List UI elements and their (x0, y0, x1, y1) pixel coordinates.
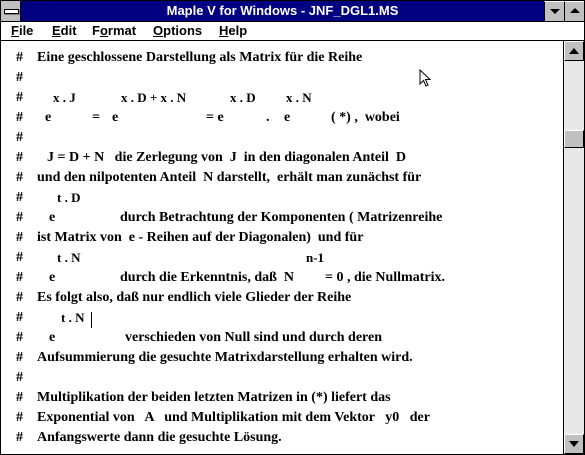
text-line (1, 150, 406, 170)
line-text: Exponential von A und Multiplikation mit dem Vektor y0 der (37, 410, 430, 425)
exponent-text: x . D + x . N (121, 90, 187, 105)
line-text: Es folgt also, daß nur endlich viele Glieder der Reihe (37, 290, 352, 305)
worksheet-area[interactable] (1, 41, 563, 454)
text-line (1, 290, 352, 310)
comment-marker: # (16, 410, 23, 425)
comment-marker: # (16, 90, 23, 105)
line-text: = (92, 110, 100, 125)
exponent-text: t . N (57, 250, 81, 265)
text-line (1, 190, 81, 210)
line-text: Anfangswerte dann die gesuchte Lösung. (37, 430, 282, 445)
text-line (1, 50, 363, 70)
line-text: e (45, 110, 52, 125)
text-line (1, 230, 364, 250)
comment-marker: # (16, 170, 23, 185)
line-text: e (49, 330, 56, 345)
line-text: Multiplikation der beiden letzten Matrizen in (*) liefert das (37, 390, 391, 405)
line-text: und den nilpotenten Anteil N darstellt, erhält man zunächst für (37, 170, 422, 185)
text-line (1, 90, 312, 110)
line-text: e (284, 110, 291, 125)
comment-marker: # (16, 210, 23, 225)
vertical-scrollbar[interactable] (563, 41, 584, 454)
text-line (1, 270, 445, 290)
text-line (1, 250, 325, 270)
comment-marker: # (16, 390, 23, 405)
line-text: durch Betrachtung der Komponenten ( Matrizenreihe (120, 210, 443, 225)
exponent-text: n-1 (306, 250, 325, 265)
line-text: durch die Erkenntnis, daß N (120, 270, 295, 285)
text-line (1, 370, 22, 390)
line-text: e (49, 270, 56, 285)
comment-marker: # (16, 270, 23, 285)
system-menu-button[interactable] (1, 1, 21, 21)
comment-marker: # (16, 350, 23, 365)
exponent-text: x . N (286, 90, 312, 105)
line-text: e (112, 110, 119, 125)
exponent-text: x . J (53, 90, 76, 105)
menu-mnemonic: H (219, 23, 229, 38)
line-text: e (49, 210, 56, 225)
comment-marker: # (16, 330, 23, 345)
arrow-up-icon (569, 48, 579, 54)
comment-marker: # (16, 190, 23, 205)
text-line (1, 390, 391, 410)
scroll-down-button[interactable] (564, 434, 584, 454)
scrollbar-track[interactable] (564, 61, 584, 434)
text-line (1, 70, 22, 90)
text-line (1, 430, 282, 450)
comment-marker: # (16, 250, 23, 265)
text-line (1, 330, 382, 350)
menu-mnemonic: o (99, 23, 108, 38)
line-text: J = D + N die Zerlegung von J in den diagonalen Anteil D (47, 150, 406, 165)
text-line (1, 130, 22, 150)
title-bar[interactable] (1, 1, 584, 22)
comment-marker: # (16, 230, 23, 245)
comment-marker: # (16, 310, 23, 325)
menu-format[interactable]: Format (92, 23, 137, 38)
text-line (1, 350, 413, 370)
text-cursor (91, 312, 92, 328)
menu-help[interactable]: Help (219, 23, 248, 38)
menu-file[interactable]: File (11, 23, 34, 38)
comment-marker: # (16, 110, 23, 125)
line-text: Aufsummierung die gesuchte Matrixdarstellung erhalten wird. (37, 350, 413, 365)
line-text: Eine geschlossene Darstellung als Matrix für die Reihe (37, 50, 363, 65)
menu-mnemonic: O (153, 23, 164, 38)
line-text: verschieden von Null sind und durch deren (125, 330, 382, 345)
comment-marker: # (16, 50, 23, 65)
arrow-down-icon (569, 441, 579, 447)
text-line (1, 210, 443, 230)
menu-options[interactable]: Options (153, 23, 203, 38)
maximize-button[interactable] (564, 1, 584, 21)
system-menu-icon (4, 9, 19, 14)
exponent-text: t . D (57, 190, 81, 205)
menu-mnemonic: E (52, 23, 61, 38)
exponent-text: t . N (61, 310, 85, 325)
line-text: = e (206, 110, 224, 125)
minimize-icon (550, 9, 560, 14)
text-line (1, 410, 430, 430)
text-line (1, 110, 400, 130)
exponent-text: x . D (230, 90, 256, 105)
text-line (1, 170, 422, 190)
comment-marker: # (16, 430, 23, 445)
menu-bar (1, 22, 584, 41)
comment-marker: # (16, 70, 23, 85)
minimize-button[interactable] (544, 1, 564, 21)
window-title: Maple V for Windows - JNF_DGL1.MS (166, 3, 399, 18)
menu-edit[interactable]: Edit (52, 23, 77, 38)
scrollbar-thumb[interactable] (564, 130, 584, 148)
comment-marker: # (16, 290, 23, 305)
line-text: = 0 , die Nullmatrix. (325, 270, 445, 285)
maximize-icon (570, 8, 580, 13)
line-text: . (266, 110, 270, 125)
comment-marker: # (16, 370, 23, 385)
line-text: ist Matrix von e - Reihen auf der Diagonalen) und für (37, 230, 364, 245)
menu-mnemonic: F (11, 23, 19, 38)
text-line (1, 310, 85, 330)
mouse-pointer-icon (419, 69, 433, 89)
comment-marker: # (16, 130, 23, 145)
line-text: ( *) , wobei (331, 110, 400, 125)
comment-marker: # (16, 150, 23, 165)
scroll-up-button[interactable] (564, 41, 584, 61)
